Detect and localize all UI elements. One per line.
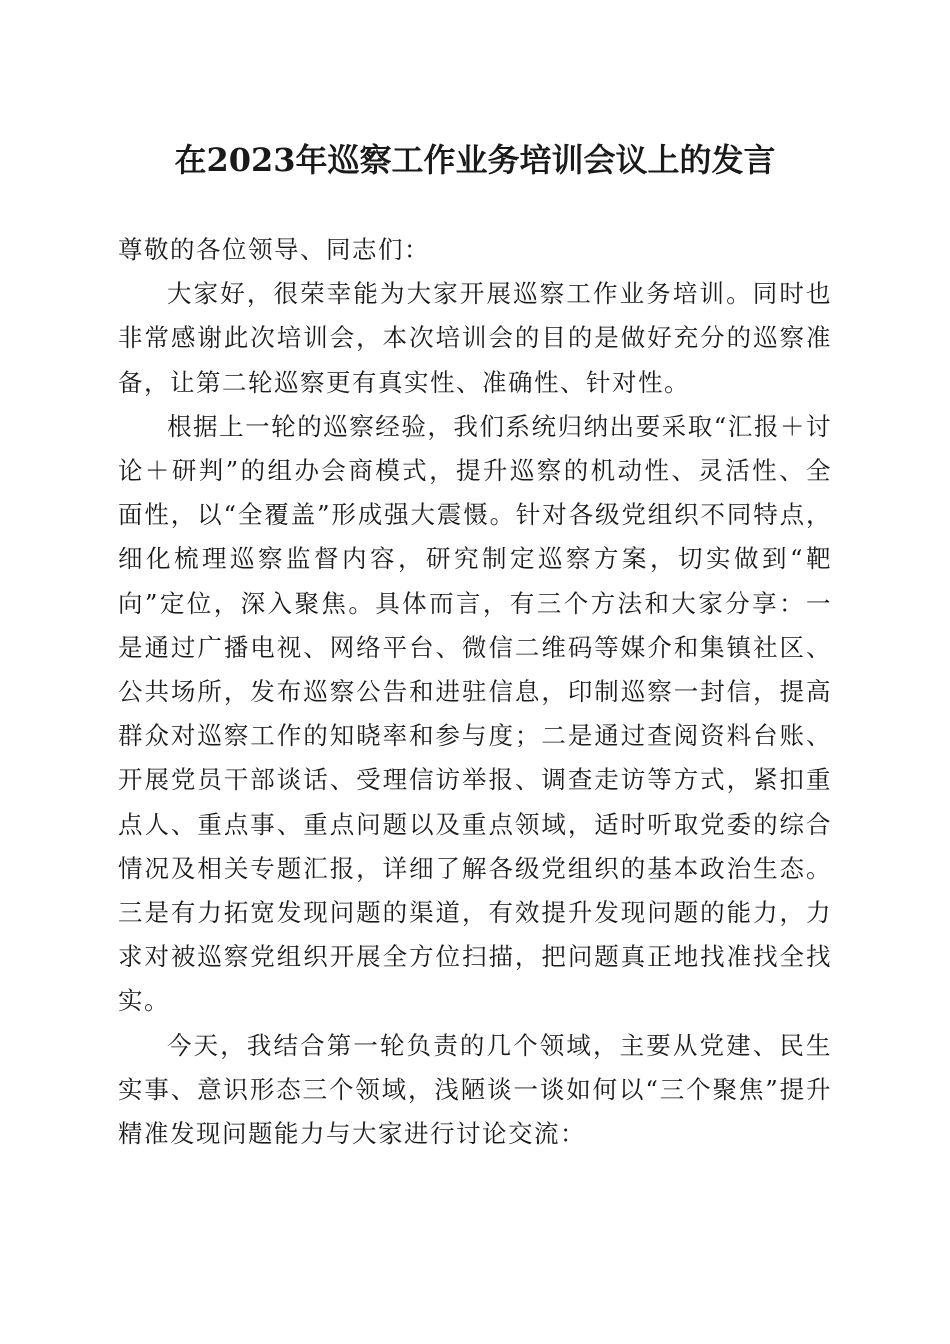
salutation: 尊敬的各位领导、同志们： [118,235,430,264]
paragraph-2: 根据上一轮的巡察经验，我们系统归纳出要采取“汇报＋讨论＋研判”的组办会商模式，提升巡察的机动性、灵活性、全面性，以“全覆盖”形成强大震慑。针对各级党组织不同特点，细化梳理巡察监督内容，研究制定巡察方案，切实做到“靶向”定位，深入聚焦。具体而言，有三个方法和大家分享：一是通过广播电视、网络平台、微信二维码等媒介和集镇社区、公共场所，发布巡察公告和进驻信息，印制巡察一封信，提高群众对巡察工作的知晓率和参与度；二是通过查阅资料台账、开展党员干部谈话、受理信访举报、调查走访等方式，紧扣重点人、重点事、重点问题以及重点领域，适时听取党委的综合情况及相关专题汇报，详细了解各级党组织的基本政治生态。三是有力拓宽发现问题的渠道，有效提升发现问题的能力，力求对被巡察党组织开展全方位扫描，把问题真正地找准找全找实。 [118,411,832,1016]
document-title: 在2023年巡察工作业务培训会议上的发言 [174,141,776,179]
paragraph-3: 今天，我结合第一轮负责的几个领域，主要从党建、民生实事、意识形态三个领域，浅陋谈一谈如何以“三个聚焦”提升精准发现问题能力与大家进行讨论交流： [118,1030,832,1149]
paragraph-1: 大家好，很荣幸能为大家开展巡察工作业务培训。同时也非常感谢此次培训会，本次培训会的目的是做好充分的巡察准备，让第二轮巡察更有真实性、准确性、针对性。 [118,279,832,397]
document-page [118,0,832,1344]
document-body [118,228,832,1156]
